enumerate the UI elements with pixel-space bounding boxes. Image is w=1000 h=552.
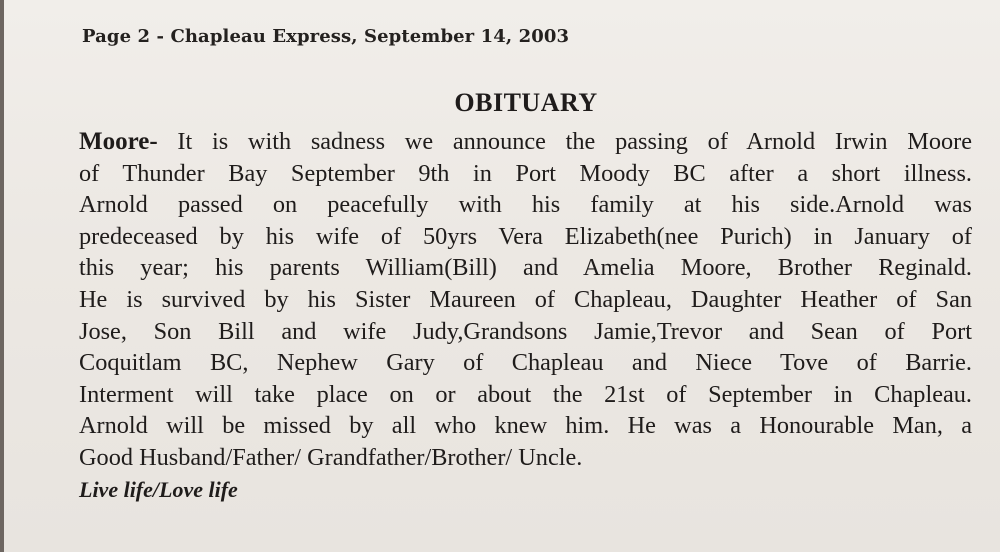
body-line-1-text: It is with sadness we announce the passing of Arnold Irwin Moore [157,128,972,155]
body-line-11: Good Husband/Father/ Grandfather/Brother/ Uncle. [79,443,583,471]
body-line-2: of Thunder Bay September 9th in Port Moody BC after a short illness. [79,159,972,187]
body-line-3: Arnold passed on peacefully with his family at his side.Arnold was [79,191,972,219]
body-line-6: He is survived by his Sister Maureen of Chapleau, Daughter Heather of San [79,285,972,313]
surname: Moore- [79,128,158,155]
body-line-9: Interment will take place on or about the 21st of September in Chapleau. [79,380,972,408]
body-line-1 [79,126,972,158]
obituary-body [79,126,972,474]
article-heading: OBITUARY [454,88,598,117]
body-line-8: Coquitlam BC, Nephew Gary of Chapleau and Niece Tove of Barrie. [79,349,972,377]
body-line-5: this year; his parents William(Bill) and Amelia Moore, Brother Reginald. [79,254,972,282]
page-folio: Page 2 - Chapleau Express, September 14, 2003 [82,26,570,47]
body-line-7: Jose, Son Bill and wife Judy,Grandsons Jamie,Trevor and Sean of Port [79,317,972,345]
body-line-4: predeceased by his wife of 50yrs Vera Elizabeth(nee Purich) in January of [79,222,972,250]
closing-motto: Live life/Love life [79,477,238,502]
body-line-10: Arnold will be missed by all who knew him. He was a Honourable Man, a [79,412,972,440]
